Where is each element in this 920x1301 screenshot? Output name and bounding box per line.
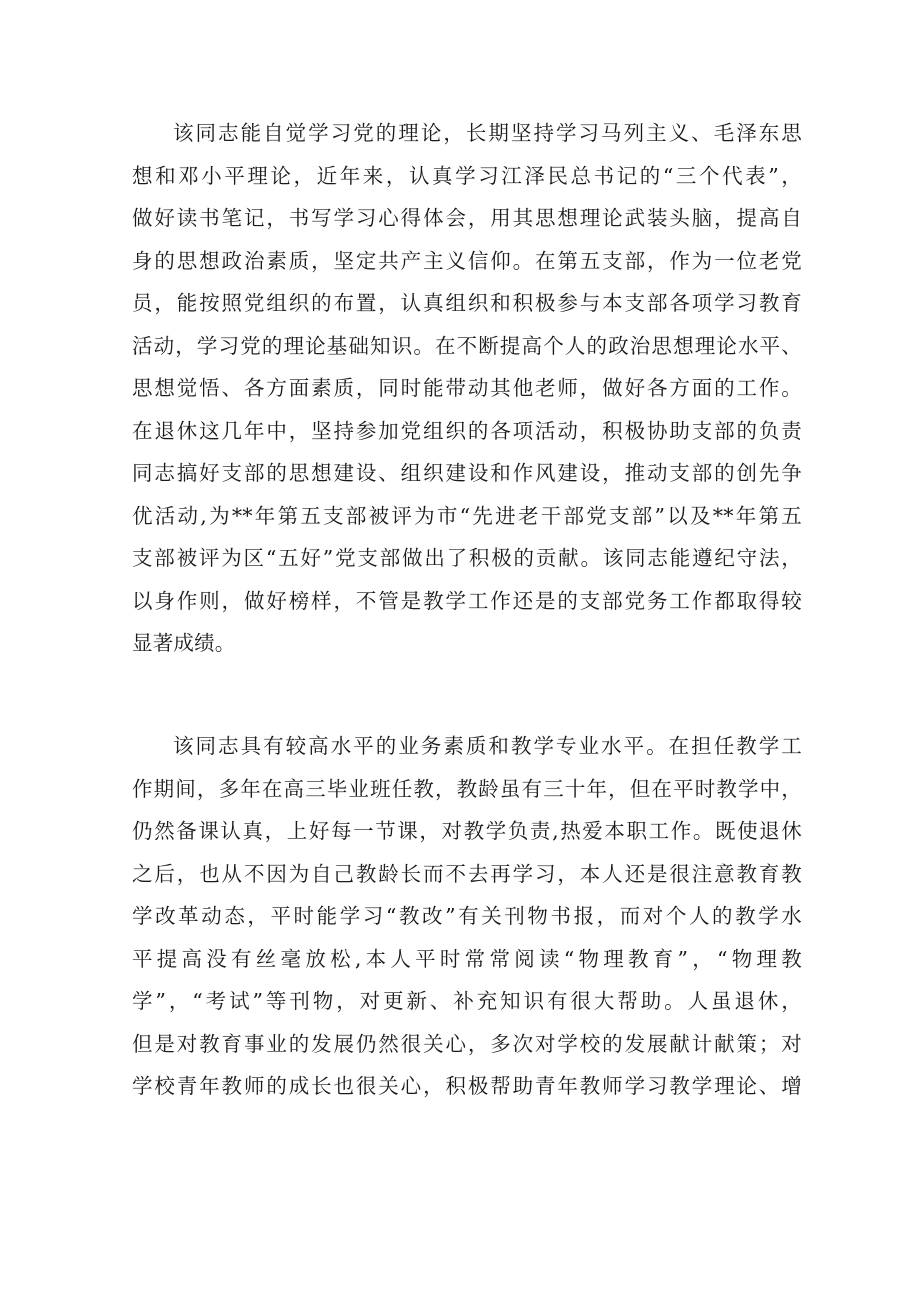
text-line: 之后，也从不因为自己教龄长而不去再学习，本人还是很注意教育教 bbox=[132, 861, 802, 886]
text-line: 仍然备课认真，上好每一节课，对教学负责,热爱本职工作。既使退休 bbox=[132, 819, 802, 843]
text-line: 学校青年教师的成长也很关心，积极帮助青年教师学习教学理论、增 bbox=[132, 1074, 802, 1098]
text-line: 但是对教育事业的发展仍然很关心，多次对学校的发展献计献策；对 bbox=[132, 1031, 802, 1056]
text-line: 学”，“考试”等刊物，对更新、补充知识有很大帮助。人虽退休， bbox=[132, 989, 802, 1013]
text-line: 以身作则，做好榜样，不管是教学工作还是的支部党务工作都取得较 bbox=[132, 588, 802, 613]
text-line: 作期间，多年在高三毕业班任教，教龄虽有三十年，但在平时教学中， bbox=[132, 776, 802, 801]
text-line: 该同志具有较高水平的业务素质和教学专业水平。在担任教学工 bbox=[173, 734, 802, 758]
text-line: 支部被评为区“五好”党支部做出了积极的贡献。该同志能遵纪守法， bbox=[132, 546, 802, 570]
text-line: 同志搞好支部的思想建设、组织建设和作风建设，推动支部的创先争 bbox=[132, 461, 802, 485]
text-line: 员，能按照党组织的布置，认真组织和积极参与本支部各项学习教育 bbox=[132, 291, 802, 315]
text-line: 平提高没有丝毫放松,本人平时常常阅读“物理教育”，“物理教 bbox=[132, 946, 802, 971]
text-line: 活动，学习党的理论基础知识。在不断提高个人的政治思想理论水平、 bbox=[132, 333, 802, 358]
text-line: 学改革动态，平时能学习“教改”有关刊物书报，而对个人的教学水 bbox=[132, 904, 802, 928]
text-line: 该同志能自觉学习党的理论，长期坚持学习马列主义、毛泽东思 bbox=[173, 121, 802, 145]
text-line: 思想觉悟、各方面素质，同时能带动其他老师，做好各方面的工作。 bbox=[132, 376, 802, 400]
paragraph-teaching-quality bbox=[132, 725, 802, 1108]
text-line: 身的思想政治素质，坚定共产主义信仰。在第五支部，作为一位老党 bbox=[132, 248, 802, 273]
text-line: 想和邓小平理论，近年来，认真学习江泽民总书记的“三个代表”， bbox=[132, 163, 802, 188]
text-line: 优活动,为**年第五支部被评为市“先进老干部党支部”以及**年第五 bbox=[132, 503, 802, 528]
paragraph-political-study bbox=[132, 112, 802, 665]
text-line: 做好读书笔记，书写学习心得体会，用其思想理论武装头脑，提高自 bbox=[132, 206, 802, 230]
text-line: 显著成绩。 bbox=[132, 631, 236, 655]
text-line: 在退休这几年中，坚持参加党组织的各项活动，积极协助支部的负责 bbox=[132, 418, 802, 443]
